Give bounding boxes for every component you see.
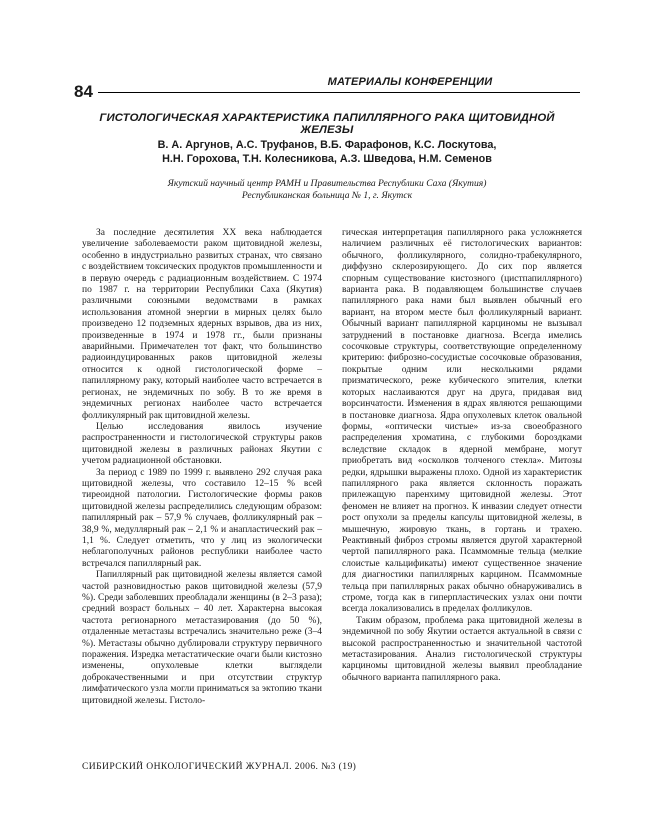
header-rule — [98, 92, 580, 93]
paragraph: гическая интерпретация папиллярного рака усложняется наличием различных её гистологических вариантов: обычного, фолликулярного, солидно-трабекулярного, диффузно склерозирующего. До сих пор является спорным существование кистозного (цистпапиллярного) варианта рака. В подавляющем большинстве случаев папиллярного рака нами был выявлен обычный его вариант, на втором месте был фолликулярный вариант. Обычный вариант папиллярной карциномы не вызывал затруднений в постановке диагноза. Всегда имелись сосочковые структуры, соответствующие определенному критерию: фиброзно-сосудистые сосочковые образования, покрытые одним или несколькими рядами призматического, реже кубического эпителия, клетки которых наслаиваются друг на друга, придавая вид ворсинчатости. Изменения в ядрах являются решающими в постановке диагноза. Ядра опухолевых клеток овальной формы, «оптически чистые» из-за своеобразного распределения хроматина, с глубокими бороздками вследствие складок в ядерной мембране, могут приобретать вид «осколков толченого стекла». Митозы редки, ядрышки выражены плохо. Одной из характеристик папиллярного рака является склонность поражать прилежащую паренхиму щитовидной железы. Этот феномен не влияет на прогноз. К инвазии следует отнести рост опухоли за пределы капсулы щитовидной железы, в мышечную, жировую ткань, в гортань и трахею. Реактивный фиброз стромы является другой характерной чертой папиллярного рака. Псаммомные тельца (мелкие слоистые кальцификаты) имеют существенное значение для диагностики папиллярных карцином. Псаммомные тельца при папиллярных раках обычно обнаруживались в строме, тогда как в гиперпластических узлах они почти всегда локализовались в пределах фолликулов. — [342, 228, 582, 615]
page-number: 84 — [74, 82, 93, 101]
authors-line: В. А. Аргунов, А.С. Труфанов, В.Б. Фарафонов, К.С. Лоскутова, — [157, 139, 497, 151]
paragraph: За период с 1989 по 1999 г. выявлено 292 случая рака щитовидной железы, что составило 12–15 % всей тиреоидной патологии. Гистологические формы раков щитовидной железы распределились следующим образом: папиллярный рак – 57,9 % случаев, фолликулярный рак – 38,9 %, медуллярный рак – 2,1 % и анапластический рак – 1,1 %. Следует отметить, что у лиц из экологически неблагополучных районов республики наиболее часто встречался папиллярный рак. — [82, 467, 322, 569]
affiliations — [74, 178, 580, 202]
left-column — [82, 228, 322, 738]
article-title: ГИСТОЛОГИЧЕСКАЯ ХАРАКТЕРИСТИКА ПАПИЛЛЯРНОГО РАКА ЩИТОВИДНОЙ ЖЕЛЕЗЫ — [99, 112, 555, 136]
journal-footer: СИБИРСКИЙ ОНКОЛОГИЧЕСКИЙ ЖУРНАЛ. 2006. №3 (19) — [82, 761, 357, 772]
paragraph: За последние десятилетия XX века наблюдается увеличение заболеваемости раком щитовидной железы, особенно в индустриально развитых странах, что связано с воздействием токсических продуктов промышленности и в первую очередь с радиационным воздействием. С 1974 по 1987 г. на территории Республики Саха (Якутия) различными союзными ведомствами в рамках использования атомной энергии в мирных целях было произведено 12 подземных ядерных взрывов, два из них, произведенные в 1974 и 1978 гг., были признаны аварийными. Примечателен тот факт, что большинство радиоиндуцированных раков щитовидной железы относится к одной гистологической форме – папиллярному раку, который наиболее часто встречается в регионах, не эндемичных по зобу. В то же время в эндемичных регионах наиболее часто встречается фолликулярный рак щитовидной железы. — [82, 228, 322, 421]
affiliation-line: Якутский научный центр РАМН и Правительства Республики Саха (Якутия) — [167, 178, 487, 189]
paragraph: Таким образом, проблема рака щитовидной железы в эндемичной по зобу Якутии остается актуальной в связи с высокой распространенностью и значительной частотой метастазирования. Анализ гистологической структуры карциномы щитовидной железы выявил преобладание обычного варианта папиллярного рака. — [342, 615, 582, 683]
section-title: МАТЕРИАЛЫ КОНФЕРЕНЦИИ — [327, 76, 493, 88]
paragraph: Папиллярный рак щитовидной железы является самой частой разновидностью раков щитовидной железы (57,9 %). Среди заболевших преобладали женщины (в 2–3 раза); средний возраст больных – 40 лет. Характерна высокая частота регионарного метастазирования (до 50 %), отдаленные метастазы встречались значительно реже (3–4 %). Метастазы обычно дублировали структуру первичного поражения. Изредка метастатические очаги были кистозно изменены, опухолевые клетки выглядели доброкачественными и при отсутствии структур лимфатического узла могли приниматься за эктопию ткани щитовидной железы. Гистоло- — [82, 570, 322, 706]
affiliation-line: Республиканская больница № 1, г. Якутск — [241, 190, 413, 201]
article-body — [82, 228, 582, 738]
right-column — [342, 228, 582, 738]
authors-line: Н.Н. Горохова, Т.Н. Колесникова, А.З. Шведова, Н.М. Семенов — [162, 153, 492, 165]
author-list — [74, 138, 580, 166]
paragraph: Целью исследования явилось изучение распространенности и гистологической структуры раков щитовидной железы в различных районах Якутии с учетом радиационной обстановки. — [82, 421, 322, 467]
